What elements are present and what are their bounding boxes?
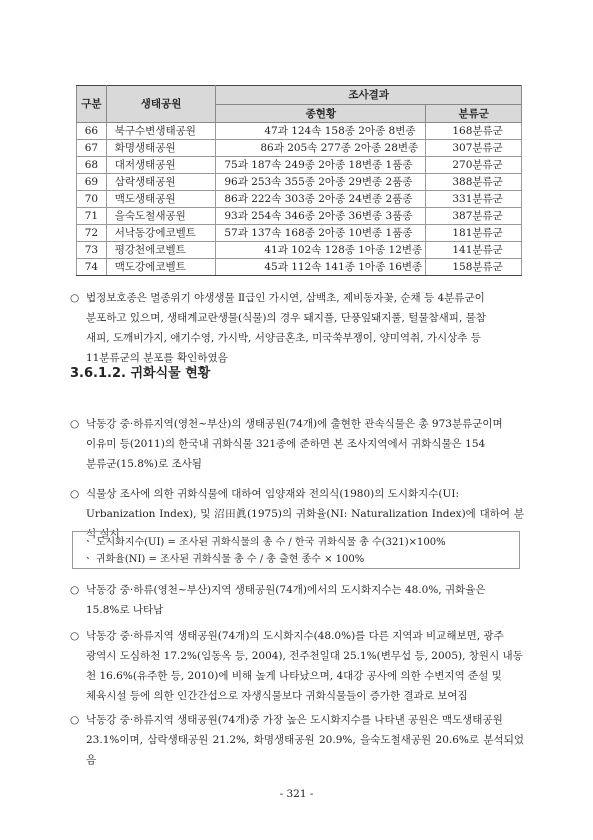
paragraph-index-results	[70, 580, 524, 620]
header-gubun: 구분	[77, 86, 107, 123]
page-number: - 321 -	[279, 788, 314, 800]
table-row	[77, 259, 522, 276]
text-line: 이유미 등(2011)의 한국내 귀화식물 321종에 준하면 본 조사지역에서 귀화식물은 154	[86, 438, 486, 450]
text-line: Urbanization Index), 및 沼田眞(1975)의 귀화율(NI: Naturalization Index)에 대하여 분석 실시	[86, 508, 524, 540]
cell-park: 화명생태공원	[106, 140, 216, 157]
bullet-marker: ○	[70, 714, 80, 726]
bullet-marker: ○	[70, 488, 80, 500]
formula-box	[72, 531, 520, 569]
cell-no: 67	[77, 140, 107, 157]
text-line: 낙동강 중·하류지역 생태공원(74개)의 도시화지수(48.0%)를 다른 지역과 비교해보면, 광주	[86, 630, 504, 642]
paragraph-top-parks	[70, 710, 524, 770]
text-line: 23.1%이며, 삼락생태공원 21.2%, 화명생태공원 20.9%, 을숙도철새공원 20.6%로 분석되었음	[86, 734, 524, 766]
text-line: 광역시 도심하천 17.2%(임동옥 등, 2004), 전주천일대 25.1%(변무섭 등, 2005), 창원시 내동	[86, 650, 523, 662]
cell-status: 96과 253속 355종 2아종 29변종 2품종	[216, 174, 426, 191]
cell-park: 삼락생태공원	[106, 174, 216, 191]
cell-status: 86과 205속 277종 2아종 28변종	[216, 140, 426, 157]
cell-class: 158분류군	[426, 259, 522, 276]
table-header-row	[77, 86, 522, 105]
bullet-marker: ○	[70, 584, 80, 596]
cell-no: 71	[77, 208, 107, 225]
cell-park: 을숙도철새공원	[106, 208, 216, 225]
header-park: 생태공원	[106, 86, 216, 123]
paragraph-regional-comparison	[70, 626, 524, 706]
cell-no: 70	[77, 191, 107, 208]
cell-class: 141분류군	[426, 242, 522, 259]
section-heading: 3.6.1.2. 귀화식물 현황	[70, 366, 211, 381]
table-row	[77, 157, 522, 174]
bullet-marker: ○	[70, 630, 80, 642]
text-line: 식물상 조사에 의한 귀화식물에 대하여 임양재와 전의식(1980)의 도시화지수(UI:	[86, 488, 460, 500]
table-row	[77, 225, 522, 242]
paragraph-naturalized-count	[70, 414, 524, 474]
text-line: 체육시설 등에 의한 인간간섭으로 자생식물보다 귀화식물들이 증가한 결과로 보여짐	[86, 690, 468, 702]
text-line: 11분류군의 분포를 확인하였음	[86, 352, 228, 364]
cell-class: 307분류군	[426, 140, 522, 157]
text-line: 새피, 도깨비가지, 애기수영, 가시박, 서양금혼초, 미국쑥부쟁이, 양미역취, 가시상추 등	[86, 332, 481, 344]
table-row	[77, 191, 522, 208]
text-line: 낙동강 중·하류지역 생태공원(74개)중 가장 높은 도시화지수를 나타낸 공원은 맥도생태공원	[86, 714, 503, 726]
cell-status: 75과 187속 249종 2아종 18변종 1품종	[216, 157, 426, 174]
cell-status: 47과 124속 158종 2아종 8변종	[216, 123, 426, 140]
paragraph-protected-species	[70, 288, 524, 368]
cell-park: 맥도생태공원	[106, 191, 216, 208]
cell-park: 평강천에코벨트	[106, 242, 216, 259]
cell-status: 41과 102속 128종 1아종 12변종	[216, 242, 426, 259]
header-status: 종현황	[216, 105, 426, 123]
table-row	[77, 208, 522, 225]
text-line: 15.8%로 나타남	[86, 604, 164, 616]
table-row	[77, 123, 522, 140]
bullet-marker: ○	[70, 292, 80, 304]
table-row	[77, 174, 522, 191]
text-line: 법정보호종은 멸종위기 야생생물 Ⅱ급인 가시연, 삼백초, 제비동자꽃, 순채 등 4분류군이	[86, 292, 485, 304]
text-line: 분포하고 있으며, 생태계교란생물(식물)의 경우 돼지풀, 단풍잎돼지풀, 털물참새피, 물참	[86, 312, 486, 324]
cell-class: 388분류군	[426, 174, 522, 191]
formula-ui: ㆍ 도시화지수(UI) = 조사된 귀화식물의 총 수 / 한국 귀화식물 총 수(321)×100%	[83, 537, 446, 548]
text-line: 천 16.6%(유주한 등, 2010)에 비해 높게 나타났으며, 4대강 공사에 의한 수변지역 준설 및	[86, 670, 502, 682]
cell-status: 45과 112속 141종 1아종 16변종	[216, 259, 426, 276]
survey-results-table	[76, 85, 522, 276]
text-line: 분류군(15.8%)로 조사됨	[86, 458, 202, 470]
cell-park: 맥도강에코벨트	[106, 259, 216, 276]
cell-no: 66	[77, 123, 107, 140]
header-class: 분류군	[426, 105, 522, 123]
cell-status: 93과 254속 346종 2아종 36변종 3품종	[216, 208, 426, 225]
cell-class: 331분류군	[426, 191, 522, 208]
text-line: 낙동강 중·하류지역(영천~부산)의 생태공원(74개)에 출현한 관속식물은 총 973분류군이며	[86, 418, 503, 430]
cell-class: 181분류군	[426, 225, 522, 242]
cell-class: 168분류군	[426, 123, 522, 140]
bullet-marker: ○	[70, 418, 80, 430]
cell-park: 대저생태공원	[106, 157, 216, 174]
cell-no: 68	[77, 157, 107, 174]
table-row	[77, 242, 522, 259]
header-result: 조사결과	[216, 86, 522, 105]
cell-status: 57과 137속 168종 2아종 10변종 1품종	[216, 225, 426, 242]
cell-park: 북구수변생태공원	[106, 123, 216, 140]
text-line: 낙동강 중·하류(영천~부산)지역 생태공원(74개)에서의 도시화지수는 48.0%, 귀화율은	[86, 584, 486, 596]
cell-no: 74	[77, 259, 107, 276]
cell-status: 86과 222속 303종 2아종 24변종 2품종	[216, 191, 426, 208]
cell-class: 270분류군	[426, 157, 522, 174]
cell-no: 72	[77, 225, 107, 242]
cell-no: 73	[77, 242, 107, 259]
formula-ni: ㆍ 귀화율(NI) = 조사된 귀화식물 총 수 / 총 출현 종수 × 100%	[83, 554, 365, 565]
table-row	[77, 140, 522, 157]
cell-no: 69	[77, 174, 107, 191]
cell-park: 서낙동강에코벨트	[106, 225, 216, 242]
cell-class: 387분류군	[426, 208, 522, 225]
